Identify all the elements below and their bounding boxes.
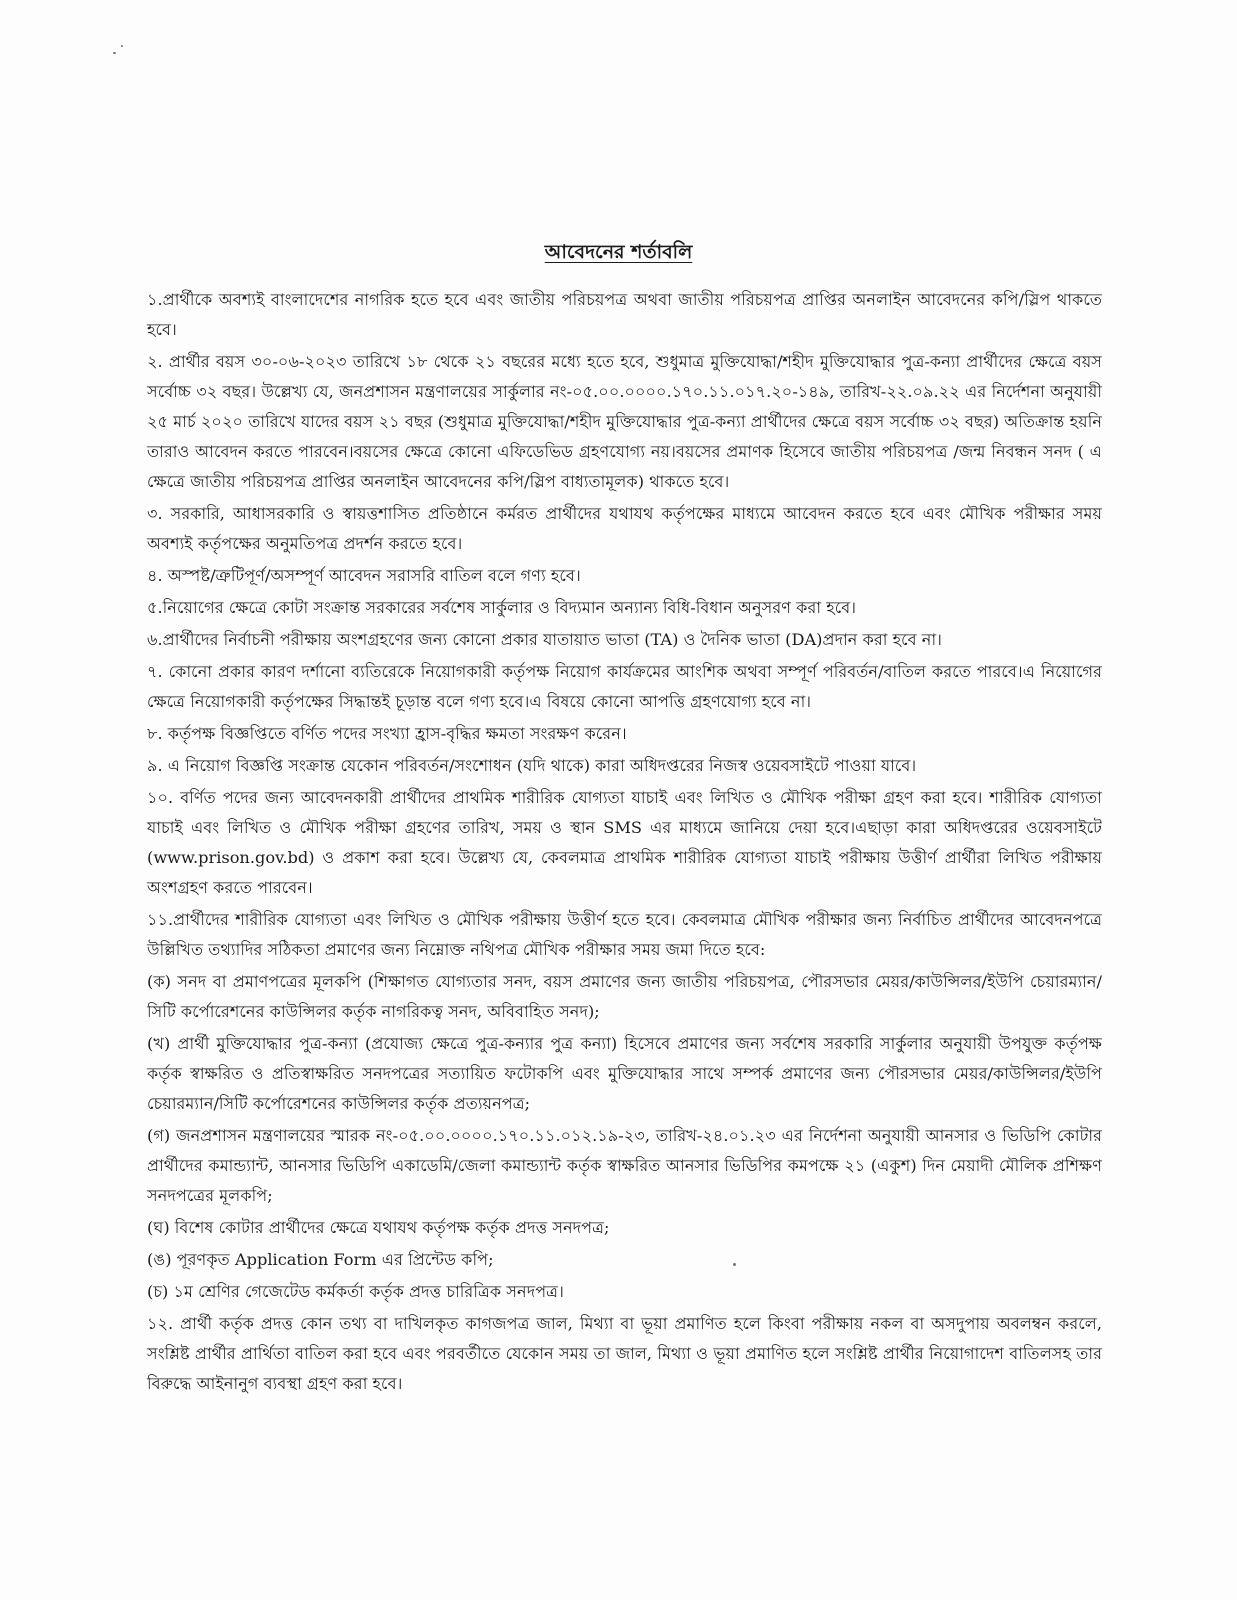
document-subitem-kha: (খ) প্রার্থী মুক্তিযোদ্ধার পুত্র-কন্যা (প্রযোজ্য ক্ষেত্রে পুত্র-কন্যার পুত্র কন্যা) হিসেবে প্রমাণের জন্য সর্বশেষ সরকারি সার্কুলার অনুযায়ী উপযুক্ত কর্তৃপক্ষ কর্তৃক স্বাক্ষরিত ও প্রতিস্বাক্ষরিত সনদপত্রের সত্যায়িত ফটোকপি এবং মুক্তিযোদ্ধার সাথে সম্পর্ক প্রমাণের জন্য পৌরসভার মেয়র/কাউন্সিলর/ইউপি চেয়ারম্যান/সিটি কর্পোরেশনের কাউন্সিলর কর্তৃক প্রত্যয়নপত্র; bbox=[147, 1034, 1102, 1113]
document-title: আবেদনের শর্তাবলি bbox=[544, 241, 693, 263]
condition-item-8: ৮. কর্তৃপক্ষ বিজ্ঞপ্তিতে বর্ণিত পদের সংখ্যা হ্রাস-বৃদ্ধির ক্ষমতা সংরক্ষণ করেন। bbox=[147, 724, 627, 743]
condition-item-6: ৬.প্রার্থীদের নির্বাচনী পরীক্ষায় অংশগ্রহণের জন্য কোনো প্রকার যাতায়াত ভাতা (TA) ও দৈনিক ভাতা (DA)প্রদান করা হবে না। bbox=[147, 630, 942, 649]
document-subitem-gha: (ঘ) বিশেষ কোটার প্রার্থীদের ক্ষেত্রে যথাযথ কর্তৃপক্ষ কর্তৃক প্রদত্ত সনদপত্র; bbox=[147, 1218, 610, 1237]
condition-item-11: ১১.প্রার্থীদের শারীরিক যোগ্যতা এবং লিখিত ও মৌখিক পরীক্ষায় উত্তীর্ণ হতে হবে। কেবলমাত্র মৌখিক পরীক্ষার জন্য নির্বাচিত প্রার্থীদের আবেদনপত্রে উল্লিখিত তথ্যাদির সঠিকতা প্রমাণের জন্য নিম্নোক্ত নথিপত্র মৌখিক পরীক্ষার সময় জমা দিতে হবে: bbox=[147, 910, 1102, 959]
condition-item-2: ২. প্রার্থীর বয়স ৩০-০৬-২০২৩ তারিখে ১৮ থেকে ২১ বছরের মধ্যে হতে হবে, শুধুমাত্র মুক্তিযোদ্ধা/শহীদ মুক্তিযোদ্ধার পুত্র-কন্যা প্রার্থীদের ক্ষেত্রে বয়স সর্বোচ্চ ৩২ বছর। উল্লেখ্য যে, জনপ্রশাসন মন্ত্রণালয়ের সার্কুলার নং-০৫.০০.০০০০.১৭০.১১.০১৭.২০-১৪৯, তারিখ-২২.০৯.২২ এর নির্দেশনা অনুযায়ী ২৫ মার্চ ২০২০ তারিখে যাদের বয়স ২১ বছর (শুধুমাত্র মুক্তিযোদ্ধা/শহীদ মুক্তিযোদ্ধার পুত্র-কন্যা প্রার্থীদের ক্ষেত্রে বয়স সর্বোচ্চ ৩২ বছর) অতিক্রান্ত হয়নি তারাও আবেদন করতে পারবেন।বয়সের ক্ষেত্রে কোনো এফিডেভিড গ্রহণযোগ্য নয়।বয়সের প্রমাণক হিসেবে জাতীয় পরিচয়পত্র /জন্ম নিবন্ধন সনদ ( এ ক্ষেত্রে জাতীয় পরিচয়পত্র প্রাপ্তির অনলাইন আবেদনের কপি/স্লিপ বাধ্যতামূলক) থাকতে হবে। bbox=[147, 352, 1102, 491]
document-subitem-uma: (ঙ) পূরণকৃত Application Form এর প্রিন্টেড কপি; bbox=[147, 1250, 494, 1269]
condition-item-9: ৯. এ নিয়োগ বিজ্ঞপ্তি সংক্রান্ত যেকোন পরিবর্তন/সংশোধন (যদি থাকে) কারা অধিদপ্তরের নিজস্ব ওয়েবসাইটে পাওয়া যাবে। bbox=[147, 756, 917, 775]
conditions-body bbox=[147, 285, 1102, 1401]
condition-item-5: ৫.নিয়োগের ক্ষেত্রে কোটা সংক্রান্ত সরকারের সর্বশেষ সার্কুলার ও বিদ্যমান অন্যান্য বিধি-বিধান অনুসরণ করা হবে। bbox=[147, 598, 857, 617]
document-subitem-ga: (গ) জনপ্রশাসন মন্ত্রণালয়ের স্মারক নং-০৫.০০.০০০০.১৭০.১১.০১২.১৯-২৩, তারিখ-২৪.০১.২৩ এর নির্দেশনা অনুযায়ী আনসার ও ভিডিপি কোটার প্রার্থীদের কমান্ড্যান্ট, আনসার ভিডিপি একাডেমি/জেলা কমান্ড্যান্ট কর্তৃক স্বাক্ষরিত আনসার ভিডিপির কমপক্ষে ২১ (একুশ) দিন মেয়াদী মৌলিক প্রশিক্ষণ সনদপত্রের মূলকপি; bbox=[147, 1126, 1102, 1205]
scan-speck bbox=[113, 52, 116, 54]
condition-item-7: ৭. কোনো প্রকার কারণ দর্শানো ব্যতিরেকে নিয়োগকারী কর্তৃপক্ষ নিয়োগ কার্যক্রমের আংশিক অথবা সম্পূর্ণ পরিবর্তন/বাতিল করতে পারবে।এ নিয়োগের ক্ষেত্রে নিয়োগকারী কর্তৃপক্ষের সিদ্ধান্তই চূড়ান্ত বলে গণ্য হবে।এ বিষয়ে কোনো আপত্তি গ্রহণযোগ্য হবে না। bbox=[147, 662, 1102, 711]
condition-item-3: ৩. সরকারি, আধাসরকারি ও স্বায়ত্তশাসিত প্রতিষ্ঠানে কর্মরত প্রার্থীদের যথাযথ কর্তৃপক্ষের মাধ্যমে আবেদন করতে হবে এবং মৌখিক পরীক্ষার সময় অবশ্যই কর্তৃপক্ষের অনুমতিপত্র প্রদর্শন করতে হবে। bbox=[147, 504, 1102, 553]
condition-item-10: ১০. বর্ণিত পদের জন্য আবেদনকারী প্রার্থীদের প্রাথমিক শারীরিক যোগ্যতা যাচাই এবং লিখিত ও মৌখিক পরীক্ষা গ্রহণ করা হবে। শারীরিক যোগ্যতা যাচাই এবং লিখিত ও মৌখিক পরীক্ষা গ্রহণের তারিখ, সময় ও স্থান SMS এর মাধ্যমে জানিয়ে দেয়া হবে।এছাড়া কারা অধিদপ্তরের ওয়েবসাইটে (www.prison.gov.bd) ও প্রকাশ করা হবে। উল্লেখ্য যে, কেবলমাত্র প্রাথমিক শারীরিক যোগ্যতা যাচাই পরীক্ষায় উত্তীর্ণ প্রার্থীরা লিখিত পরীক্ষায় অংশগ্রহণ করতে পারবেন। bbox=[147, 788, 1102, 897]
document-subitem-ka: (ক) সনদ বা প্রমাণপত্রের মূলকপি (শিক্ষাগত যোগ্যতার সনদ, বয়স প্রমাণের জন্য জাতীয় পরিচয়পত্র, পৌরসভার মেয়র/কাউন্সিলর/ইউপি চেয়ারম্যান/সিটি কর্পোরেশনের কাউন্সিলর কর্তৃক নাগরিকত্ব সনদ, অবিবাহিত সনদ); bbox=[147, 972, 1102, 1021]
document-subitem-cha: (চ) ১ম শ্রেণির গেজেটেড কর্মকর্তা কর্তৃক প্রদত্ত চারিত্রিক সনদপত্র। bbox=[147, 1282, 564, 1301]
condition-item-1: ১.প্রার্থীকে অবশ্যই বাংলাদেশের নাগরিক হতে হবে এবং জাতীয় পরিচয়পত্র অথবা জাতীয় পরিচয়পত্র প্রাপ্তির অনলাইন আবেদনের কপি/স্লিপ থাকতে হবে। bbox=[147, 290, 1102, 339]
condition-item-4: ৪. অস্পষ্ট/ত্রুটিপূর্ণ/অসম্পূর্ণ আবেদন সরাসরি বাতিল বলে গণ্য হবে। bbox=[147, 566, 581, 585]
scan-speck bbox=[121, 45, 123, 47]
condition-item-12: ১২. প্রার্থী কর্তৃক প্রদত্ত কোন তথ্য বা দাখিলকৃত কাগজপত্র জাল, মিথ্যা বা ভূয়া প্রমাণিত হলে কিংবা পরীক্ষায় নকল বা অসদুপায় অবলম্বন করলে, সংশ্লিষ্ট প্রার্থীর প্রার্থিতা বাতিল করা হবে এবং পরবর্তীতে যেকোন সময় তা জাল, মিথ্যা ও ভূয়া প্রমাণিত হলে সংশ্লিষ্ট প্রার্থীর নিয়োগাদেশ বাতিলসহ তার বিরুদ্ধে আইনানুগ ব্যবস্থা গ্রহণ করা হবে। bbox=[147, 1314, 1102, 1393]
